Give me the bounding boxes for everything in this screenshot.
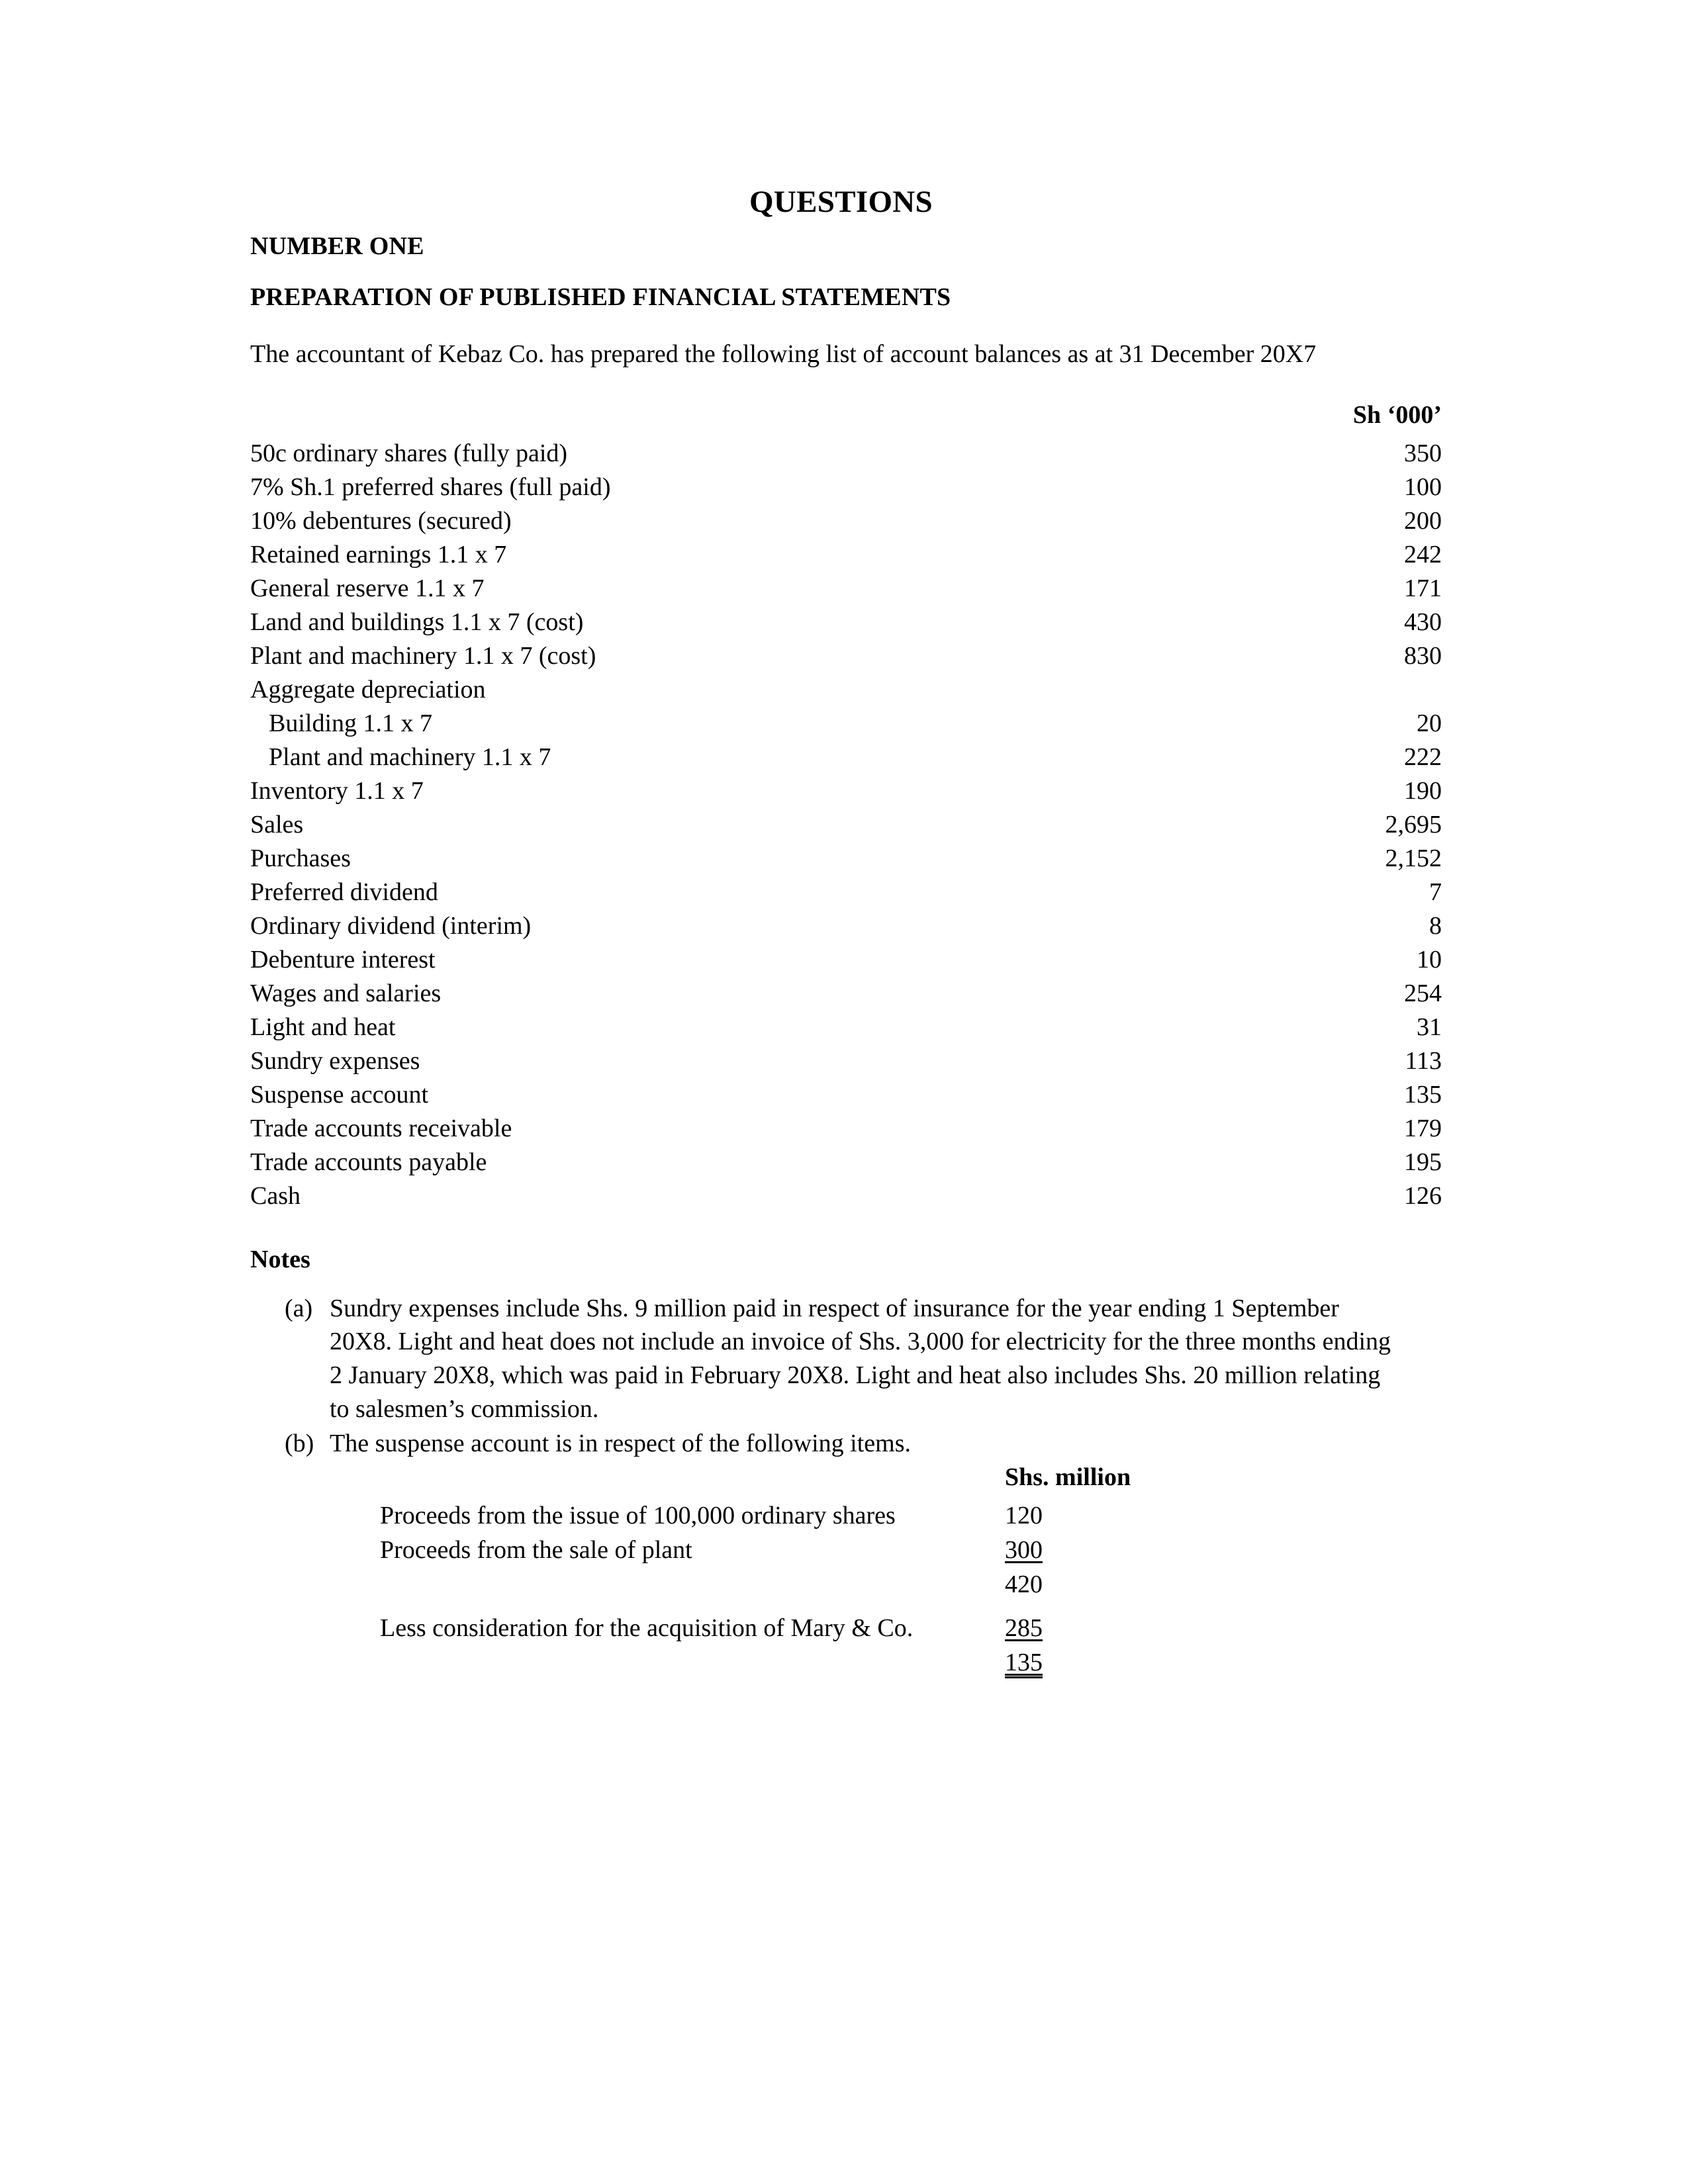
balance-label: 50c ordinary shares (fully paid) <box>250 439 568 467</box>
balance-label: Building 1.1 x 7 <box>269 709 433 737</box>
table-row <box>380 1650 1131 1688</box>
balance-value: 126 <box>1404 1181 1442 1210</box>
table-row <box>250 1082 1442 1116</box>
intro-paragraph: The accountant of Kebaz Co. has prepared the following list of account balances as at 31 December 20X7 <box>250 340 1317 368</box>
table-row <box>250 913 1442 947</box>
balance-value: 830 <box>1404 641 1442 670</box>
table-row <box>250 711 1442 745</box>
table-row <box>380 1572 1131 1615</box>
table-row <box>250 441 1442 475</box>
balance-label: General reserve 1.1 x 7 <box>250 574 485 602</box>
suspense-value <box>1005 1615 1131 1650</box>
balance-value: 242 <box>1404 540 1442 569</box>
balances-label-header <box>250 402 1230 441</box>
suspense-value <box>1005 1537 1131 1572</box>
table-row <box>250 846 1442 880</box>
suspense-value <box>1005 1503 1131 1537</box>
balance-label: Aggregate depreciation <box>250 675 486 704</box>
suspense-amount: 120 <box>1005 1501 1043 1529</box>
suspense-label-header <box>380 1465 1005 1503</box>
balance-value: 113 <box>1405 1046 1442 1075</box>
balance-value: 190 <box>1404 776 1442 805</box>
balance-label: Debenture interest <box>250 945 436 974</box>
table-row <box>250 677 1442 711</box>
balance-label: Land and buildings 1.1 x 7 (cost) <box>250 608 584 636</box>
table-row <box>250 610 1442 643</box>
suspense-amount: 300 <box>1005 1535 1043 1564</box>
balance-label: Retained earnings 1.1 x 7 <box>250 540 507 569</box>
suspense-amount: 135 <box>1005 1650 1043 1678</box>
balance-label: 7% Sh.1 preferred shares (full paid) <box>250 473 611 501</box>
suspense-label: Proceeds from the sale of plant <box>380 1535 692 1564</box>
list-item <box>250 1292 1440 1426</box>
balance-label: Purchases <box>250 844 351 872</box>
balance-label: Light and heat <box>250 1013 396 1041</box>
note-marker: (b) <box>285 1430 314 1458</box>
suspense-value <box>1005 1650 1131 1688</box>
suspense-account-table <box>380 1465 1131 1688</box>
balance-label: Trade accounts receivable <box>250 1114 512 1142</box>
balance-value: 100 <box>1404 473 1442 501</box>
table-row <box>250 880 1442 913</box>
balance-label: Ordinary dividend (interim) <box>250 911 532 940</box>
table-row <box>250 542 1442 576</box>
table-row <box>380 1503 1131 1537</box>
balance-value: 2,695 <box>1385 810 1442 839</box>
suspense-label <box>380 1650 1005 1688</box>
balance-value: 171 <box>1404 574 1442 602</box>
table-row <box>250 1150 1442 1183</box>
table-row <box>250 778 1442 812</box>
balance-label: Trade accounts payable <box>250 1148 487 1176</box>
suspense-amount: 285 <box>1005 1614 1043 1642</box>
balances-value-header: Sh ‘000’ <box>1352 400 1442 429</box>
suspense-value-header: Shs. million <box>1005 1463 1131 1491</box>
account-balances-body <box>250 402 1442 1217</box>
balance-label: Suspense account <box>250 1080 429 1109</box>
table-header-row <box>250 402 1442 441</box>
balance-label: Inventory 1.1 x 7 <box>250 776 424 805</box>
table-row <box>380 1537 1131 1572</box>
account-balances-table <box>250 402 1442 1217</box>
balance-value: 195 <box>1404 1148 1442 1176</box>
table-row <box>250 1015 1442 1048</box>
balance-value: 179 <box>1404 1114 1442 1142</box>
suspense-value <box>1005 1572 1131 1615</box>
table-row <box>250 508 1442 542</box>
table-row <box>250 1116 1442 1150</box>
balance-value <box>1230 677 1442 711</box>
balance-value: 20 <box>1417 709 1442 737</box>
balance-value: 2,152 <box>1385 844 1442 872</box>
table-header-row <box>380 1465 1131 1503</box>
balance-value: 7 <box>1429 878 1442 906</box>
table-row <box>250 1183 1442 1217</box>
suspense-account-body <box>380 1465 1131 1688</box>
table-row <box>250 643 1442 677</box>
table-row <box>250 981 1442 1015</box>
balance-label: Sundry expenses <box>250 1046 420 1075</box>
list-item <box>250 1427 1440 1461</box>
table-row <box>380 1615 1131 1650</box>
balance-label: Plant and machinery 1.1 x 7 (cost) <box>250 641 596 670</box>
table-row <box>250 1048 1442 1082</box>
note-text: The suspense account is in respect of the following items. <box>330 1430 912 1458</box>
balance-value: 200 <box>1404 506 1442 535</box>
table-row <box>250 947 1442 981</box>
balance-label: Cash <box>250 1181 301 1210</box>
table-row <box>250 745 1442 778</box>
table-row <box>250 475 1442 508</box>
balance-value: 10 <box>1417 945 1442 974</box>
balance-value: 8 <box>1429 911 1442 940</box>
balance-label: 10% debentures (secured) <box>250 506 512 535</box>
question-topic-heading: PREPARATION OF PUBLISHED FINANCIAL STATEMENTS <box>250 283 951 311</box>
balance-label: Wages and salaries <box>250 979 442 1007</box>
page-title: QUESTIONS <box>749 185 933 219</box>
balance-label: Sales <box>250 810 304 839</box>
balance-label: Plant and machinery 1.1 x 7 <box>269 743 551 771</box>
balance-label: Preferred dividend <box>250 878 438 906</box>
note-marker: (a) <box>285 1294 313 1322</box>
balance-value: 135 <box>1404 1080 1442 1109</box>
question-number-heading: NUMBER ONE <box>250 232 424 260</box>
suspense-label: Proceeds from the issue of 100,000 ordinary shares <box>380 1501 896 1529</box>
suspense-label <box>380 1572 1005 1615</box>
balance-value: 350 <box>1404 439 1442 467</box>
balance-value: 31 <box>1417 1013 1442 1041</box>
balance-value: 430 <box>1404 608 1442 636</box>
balance-value: 222 <box>1404 743 1442 771</box>
note-text: Sundry expenses include Shs. 9 million paid in respect of insurance for the year ending 1 September 20X8. Light and heat does not include an invoice of Shs. 3,000 for electricity for the three months ending 2 January 20X8, which was paid in February 20X8. Light and heat also includes Shs. 20 million relating to salesmen’s commission. <box>330 1294 1391 1423</box>
table-row <box>250 576 1442 610</box>
notes-heading: Notes <box>250 1245 310 1273</box>
notes-list <box>250 1292 1440 1461</box>
suspense-label: Less consideration for the acquisition of Mary & Co. <box>380 1614 914 1642</box>
table-row <box>250 812 1442 846</box>
suspense-amount: 420 <box>1005 1570 1043 1598</box>
balance-value: 254 <box>1404 979 1442 1007</box>
